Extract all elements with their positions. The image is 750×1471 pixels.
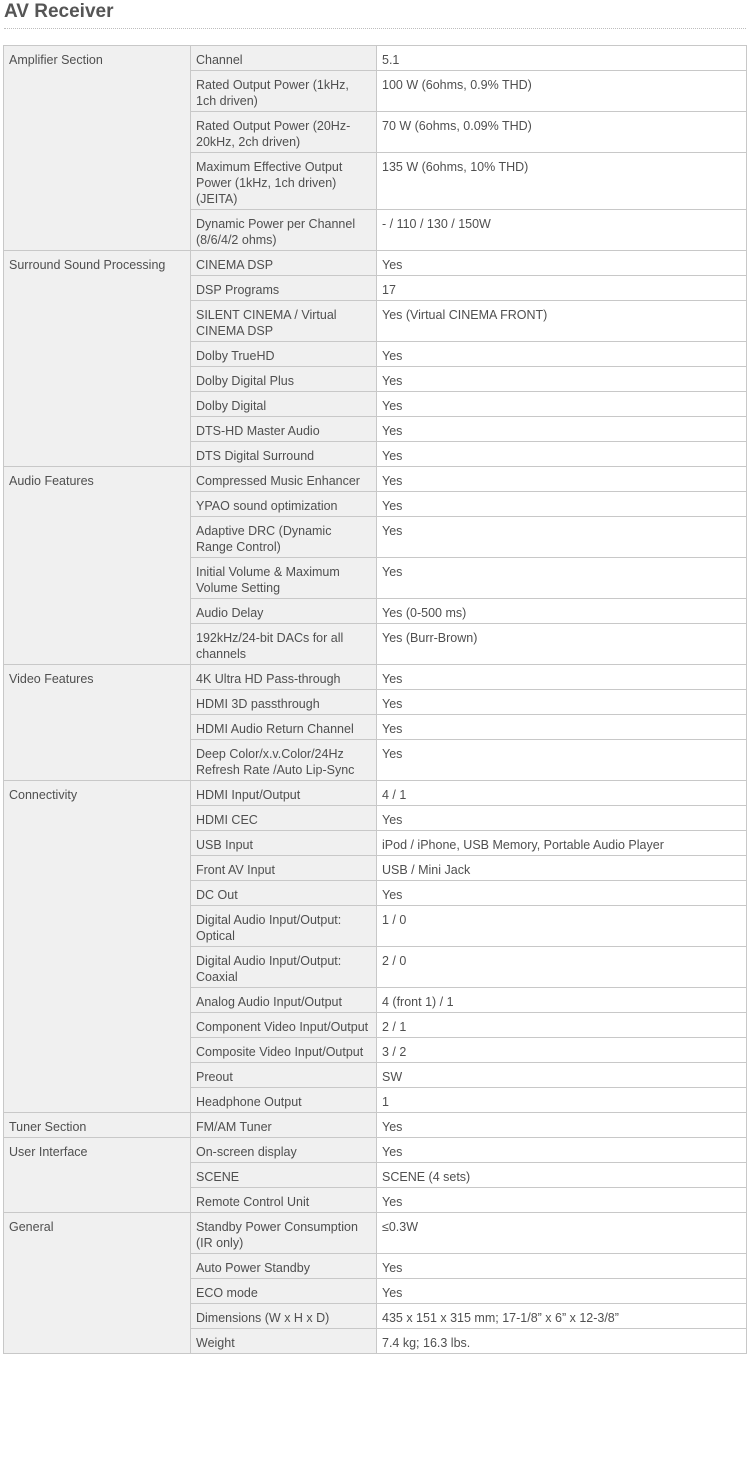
spec-label: Dimensions (W x H x D) [191, 1304, 377, 1329]
spec-label: USB Input [191, 831, 377, 856]
spec-value: Yes [377, 1138, 747, 1163]
spec-label: CINEMA DSP [191, 251, 377, 276]
spec-value: Yes (Burr-Brown) [377, 624, 747, 665]
spec-label: Auto Power Standby [191, 1254, 377, 1279]
spec-label: ECO mode [191, 1279, 377, 1304]
spec-value: SCENE (4 sets) [377, 1163, 747, 1188]
spec-value: Yes [377, 1279, 747, 1304]
spec-label: Rated Output Power (1kHz, 1ch driven) [191, 71, 377, 112]
table-row [4, 251, 747, 276]
spec-label: Adaptive DRC (Dynamic Range Control) [191, 517, 377, 558]
spec-value: 5.1 [377, 46, 747, 71]
page-title: AV Receiver [4, 1, 114, 22]
spec-value: Yes [377, 367, 747, 392]
spec-label: Dynamic Power per Channel (8/6/4/2 ohms) [191, 210, 377, 251]
spec-table-body [4, 46, 747, 1354]
spec-value: Yes [377, 467, 747, 492]
spec-label: Component Video Input/Output [191, 1013, 377, 1038]
section-name: Surround Sound Processing [4, 251, 191, 467]
spec-value: Yes [377, 1254, 747, 1279]
spec-label: DTS Digital Surround [191, 442, 377, 467]
spec-value: 135 W (6ohms, 10% THD) [377, 153, 747, 210]
section-name: Video Features [4, 665, 191, 781]
spec-value: 2 / 0 [377, 947, 747, 988]
spec-label: Compressed Music Enhancer [191, 467, 377, 492]
section-name: General [4, 1213, 191, 1354]
table-row [4, 1138, 747, 1163]
spec-label: Analog Audio Input/Output [191, 988, 377, 1013]
spec-value: 7.4 kg; 16.3 lbs. [377, 1329, 747, 1354]
spec-label: Standby Power Consumption (IR only) [191, 1213, 377, 1254]
spec-value: Yes [377, 417, 747, 442]
spec-label: Digital Audio Input/Output: Optical [191, 906, 377, 947]
spec-value: USB / Mini Jack [377, 856, 747, 881]
spec-value: Yes [377, 881, 747, 906]
spec-label: Composite Video Input/Output [191, 1038, 377, 1063]
spec-label: SILENT CINEMA / Virtual CINEMA DSP [191, 301, 377, 342]
spec-label: Digital Audio Input/Output: Coaxial [191, 947, 377, 988]
spec-label: Weight [191, 1329, 377, 1354]
spec-value: Yes [377, 392, 747, 417]
spec-value: 3 / 2 [377, 1038, 747, 1063]
spec-label: Headphone Output [191, 1088, 377, 1113]
spec-value: 4 / 1 [377, 781, 747, 806]
spec-label: HDMI Audio Return Channel [191, 715, 377, 740]
table-row [4, 1113, 747, 1138]
spec-label: Remote Control Unit [191, 1188, 377, 1213]
spec-label: Rated Output Power (20Hz-20kHz, 2ch driven) [191, 112, 377, 153]
spec-value: 2 / 1 [377, 1013, 747, 1038]
spec-label: DSP Programs [191, 276, 377, 301]
spec-value: 100 W (6ohms, 0.9% THD) [377, 71, 747, 112]
spec-label: HDMI CEC [191, 806, 377, 831]
spec-label: HDMI Input/Output [191, 781, 377, 806]
section-name: Tuner Section [4, 1113, 191, 1138]
section-name: Connectivity [4, 781, 191, 1113]
table-row [4, 467, 747, 492]
table-row [4, 1213, 747, 1254]
spec-label: 4K Ultra HD Pass-through [191, 665, 377, 690]
spec-label: HDMI 3D passthrough [191, 690, 377, 715]
spec-value: Yes [377, 342, 747, 367]
spec-value: Yes [377, 740, 747, 781]
spec-value: Yes [377, 492, 747, 517]
spec-value: SW [377, 1063, 747, 1088]
spec-value: Yes [377, 690, 747, 715]
spec-label: Maximum Effective Output Power (1kHz, 1ch driven) (JEITA) [191, 153, 377, 210]
spec-value: ≤0.3W [377, 1213, 747, 1254]
spec-label: On-screen display [191, 1138, 377, 1163]
spec-label: Channel [191, 46, 377, 71]
spec-value: Yes [377, 665, 747, 690]
table-row [4, 781, 747, 806]
spec-label: Dolby TrueHD [191, 342, 377, 367]
spec-label: DC Out [191, 881, 377, 906]
spec-label: DTS-HD Master Audio [191, 417, 377, 442]
spec-label: FM/AM Tuner [191, 1113, 377, 1138]
spec-value: 1 [377, 1088, 747, 1113]
spec-value: Yes [377, 251, 747, 276]
spec-value: Yes [377, 715, 747, 740]
spec-value: Yes [377, 442, 747, 467]
spec-value: Yes [377, 558, 747, 599]
spec-value: Yes (0-500 ms) [377, 599, 747, 624]
spec-value: Yes [377, 1113, 747, 1138]
spec-value: 70 W (6ohms, 0.09% THD) [377, 112, 747, 153]
spec-value: Yes [377, 517, 747, 558]
spec-label: Preout [191, 1063, 377, 1088]
spec-value: Yes (Virtual CINEMA FRONT) [377, 301, 747, 342]
title-divider [4, 28, 746, 29]
spec-label: Dolby Digital [191, 392, 377, 417]
spec-label: Deep Color/x.v.Color/24Hz Refresh Rate /Auto Lip-Sync [191, 740, 377, 781]
spec-label: Initial Volume & Maximum Volume Setting [191, 558, 377, 599]
table-row [4, 665, 747, 690]
spec-value: 4 (front 1) / 1 [377, 988, 747, 1013]
section-name: Amplifier Section [4, 46, 191, 251]
spec-value: iPod / iPhone, USB Memory, Portable Audio Player [377, 831, 747, 856]
spec-label: 192kHz/24-bit DACs for all channels [191, 624, 377, 665]
spec-value: 435 x 151 x 315 mm; 17-1/8” x 6” x 12-3/8” [377, 1304, 747, 1329]
table-row [4, 46, 747, 71]
spec-label: Audio Delay [191, 599, 377, 624]
spec-label: Front AV Input [191, 856, 377, 881]
section-name: Audio Features [4, 467, 191, 665]
spec-label: SCENE [191, 1163, 377, 1188]
spec-value: Yes [377, 1188, 747, 1213]
spec-label: Dolby Digital Plus [191, 367, 377, 392]
spec-value: - / 110 / 130 / 150W [377, 210, 747, 251]
spec-value: 1 / 0 [377, 906, 747, 947]
spec-value: 17 [377, 276, 747, 301]
spec-table [3, 45, 747, 1354]
section-name: User Interface [4, 1138, 191, 1213]
spec-label: YPAO sound optimization [191, 492, 377, 517]
spec-value: Yes [377, 806, 747, 831]
